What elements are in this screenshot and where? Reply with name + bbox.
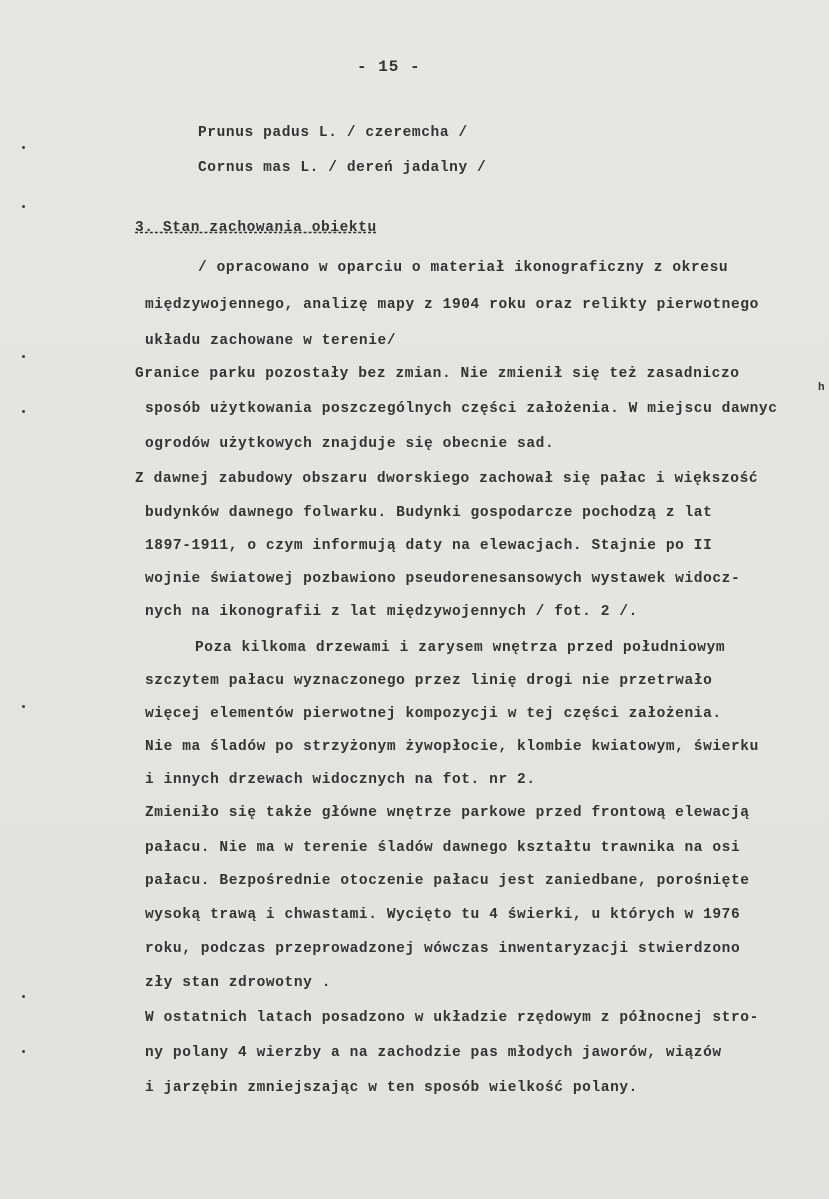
binding-hole-mark bbox=[22, 205, 25, 208]
binding-hole-mark bbox=[22, 355, 25, 358]
section-heading: 3. Stan zachowania obiektu bbox=[135, 220, 377, 236]
text-line: wojnie światowej pozbawiono pseudorenesansowych wystawek widocz- bbox=[145, 571, 741, 587]
text-line: 1897-1911, o czym informują daty na elewacjach. Stajnie po II bbox=[145, 538, 713, 554]
species-line: Prunus padus L. / czeremcha / bbox=[198, 125, 468, 141]
text-line: W ostatnich latach posadzono w układzie rzędowym z północnej stro- bbox=[145, 1010, 759, 1026]
species-line: Cornus mas L. / dereń jadalny / bbox=[198, 160, 487, 176]
text-line: budynków dawnego folwarku. Budynki gospodarcze pochodzą z lat bbox=[145, 505, 713, 521]
text-line: Granice parku pozostały bez zmian. Nie zmienił się też zasadniczo bbox=[135, 366, 740, 382]
text-line: i jarzębin zmniejszając w ten sposób wielkość polany. bbox=[145, 1080, 638, 1096]
text-line: i innych drzewach widocznych na fot. nr 2. bbox=[145, 772, 536, 788]
text-line: Nie ma śladów po strzyżonym żywopłocie, klombie kwiatowym, świerku bbox=[145, 739, 759, 755]
binding-hole-mark bbox=[22, 146, 25, 149]
binding-hole-mark bbox=[22, 1050, 25, 1053]
text-line: sposób użytkowania poszczególnych części założenia. W miejscu dawnyc bbox=[145, 401, 778, 417]
handwritten-correction: h bbox=[818, 382, 825, 394]
binding-hole-mark bbox=[22, 410, 25, 413]
text-line: nych na ikonografii z lat międzywojennych / fot. 2 /. bbox=[145, 604, 638, 620]
text-line: pałacu. Bezpośrednie otoczenie pałacu jest zaniedbane, porośnięte bbox=[145, 873, 750, 889]
text-line: międzywojennego, analizę mapy z 1904 roku oraz relikty pierwotnego bbox=[145, 297, 759, 313]
text-line: zły stan zdrowotny . bbox=[145, 975, 332, 991]
text-line: pałacu. Nie ma w terenie śladów dawnego kształtu trawnika na osi bbox=[145, 840, 741, 856]
text-line: roku, podczas przeprowadzonej wówczas inwentaryzacji stwierdzono bbox=[145, 941, 741, 957]
text-line: / opracowano w oparciu o materiał ikonograficzny z okresu bbox=[198, 260, 729, 276]
text-line: szczytem pałacu wyznaczonego przez linię drogi nie przetrwało bbox=[145, 673, 713, 689]
text-line: wysoką trawą i chwastami. Wycięto tu 4 świerki, u których w 1976 bbox=[145, 907, 741, 923]
page-number: - 15 - bbox=[357, 58, 421, 76]
text-line: Z dawnej zabudowy obszaru dworskiego zachował się pałac i większość bbox=[135, 471, 759, 487]
text-line: ogrodów użytkowych znajduje się obecnie sad. bbox=[145, 436, 555, 452]
binding-hole-mark bbox=[22, 705, 25, 708]
text-line: więcej elementów pierwotnej kompozycji w tej części założenia. bbox=[145, 706, 722, 722]
text-line: układu zachowane w terenie/ bbox=[145, 333, 397, 349]
text-line: Zmieniło się także główne wnętrze parkowe przed frontową elewacją bbox=[145, 805, 750, 821]
text-line: Poza kilkoma drzewami i zarysem wnętrza przed południowym bbox=[195, 640, 726, 656]
binding-hole-mark bbox=[22, 995, 25, 998]
text-line: ny polany 4 wierzby a na zachodzie pas młodych jaworów, wiązów bbox=[145, 1045, 722, 1061]
